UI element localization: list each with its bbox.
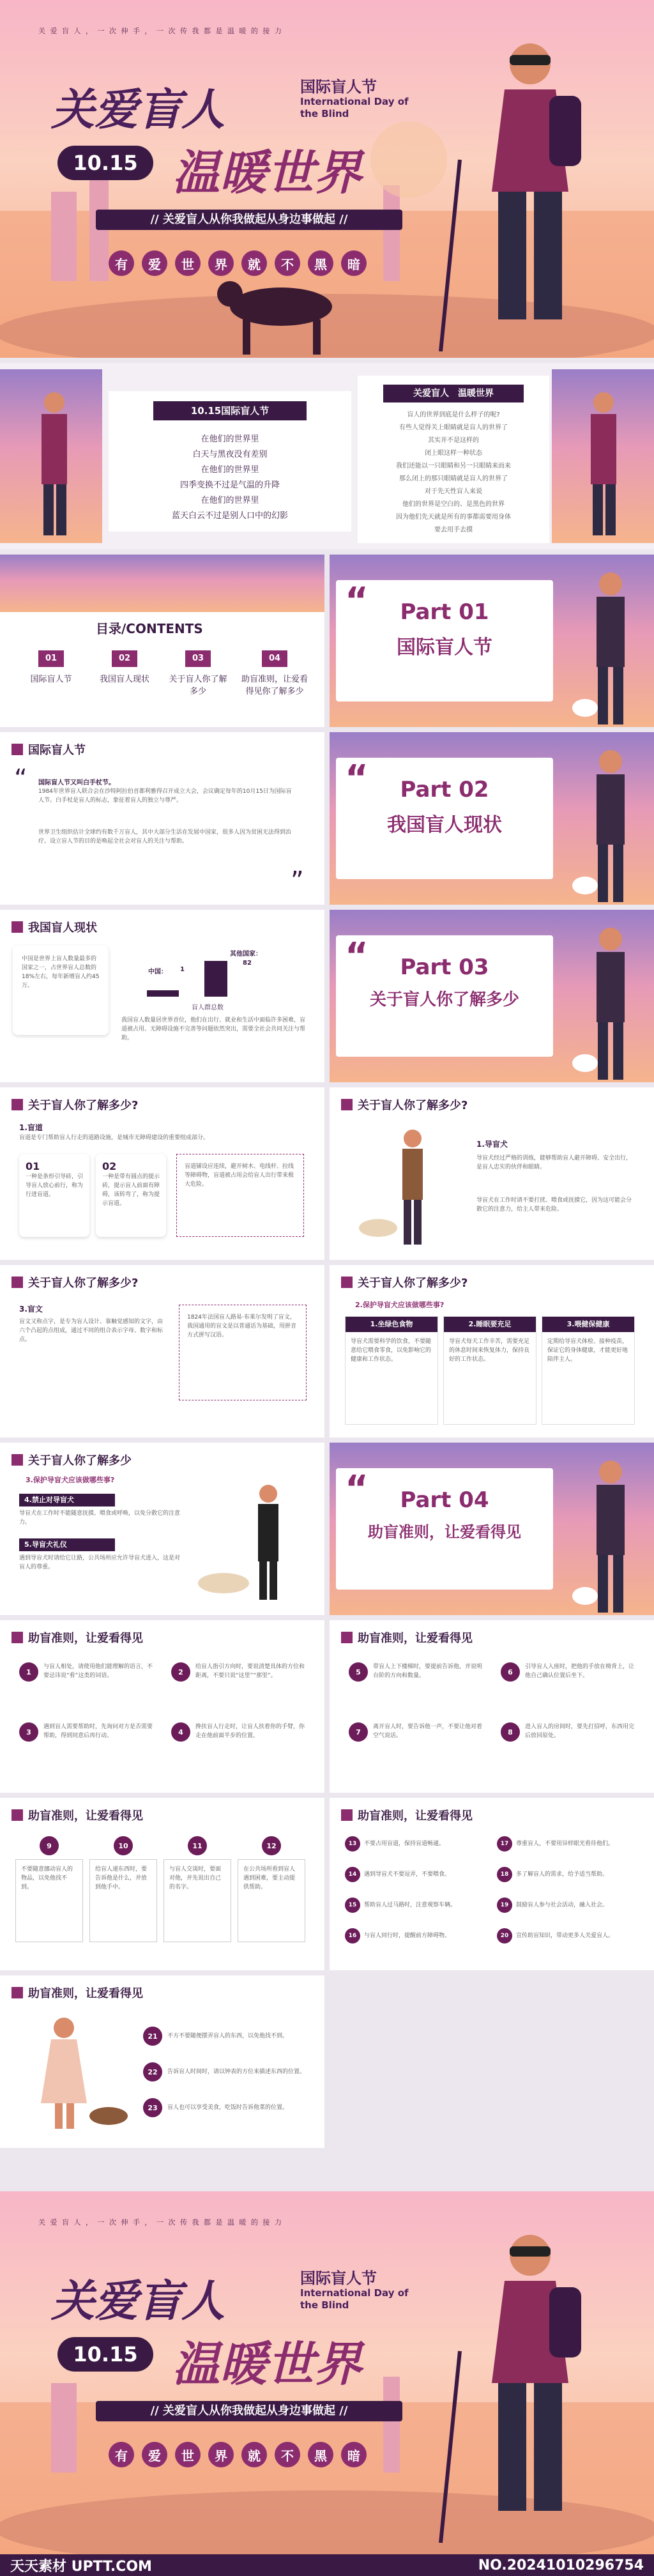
sec1-slide (0, 732, 324, 905)
item-num: 16 (345, 1928, 360, 1943)
item-text: 帮助盲人过马路时，注意观察车辆。 (364, 1902, 457, 1908)
part-01-title: 国际盲人节 (397, 636, 492, 659)
closing-char: 界 (208, 2442, 234, 2467)
sec2-title (11, 919, 97, 935)
part-01-panel (336, 580, 553, 702)
sec3b-body: 导盲犬经过严格的训练，能够帮助盲人避开障碍、安全出行，是盲人忠实的伙伴和眼睛。 (476, 1155, 632, 1170)
closing-festival-cn: 国际盲人节 (300, 2269, 377, 2287)
man-dog-illustration (355, 1126, 464, 1247)
guide-item (345, 1836, 485, 1851)
footer-site: 天天素材 UPTT.COM (10, 2558, 152, 2575)
guide-item (501, 1722, 635, 1742)
sec3e-slide (0, 1443, 324, 1615)
poem-right-line: 盲人的世界到底是什么样子的呢? (407, 411, 500, 418)
title-square-icon (11, 1632, 23, 1643)
sec3a-label: 1.盲道 (19, 1123, 43, 1132)
part-01-label: Part 01 (400, 599, 489, 625)
sec3a-intro: 盲道是专门帮助盲人行走的道路设施，是城市无障碍建设的重要组成部分。 (19, 1135, 209, 1141)
item-num: 23 (143, 2098, 162, 2117)
poem-right-line: 其实并不是这样的 (428, 437, 479, 444)
contents-label: 国际盲人节 (30, 675, 72, 684)
man-with-dog-icon (572, 567, 649, 727)
closing-festival-en: International Day of the Blind (300, 2287, 409, 2311)
item-num: 10 (114, 1836, 133, 1855)
sec3b-title (341, 1096, 468, 1113)
sec3b-slide (330, 1087, 654, 1260)
item-text: 鼓励盲人参与社会活动，融入社会。 (516, 1902, 609, 1908)
part-03-label: Part 03 (400, 954, 489, 980)
poem-right-line: 有些人觉得关上眼睛就是盲人的世界了 (399, 424, 508, 431)
guide-item (349, 1662, 483, 1682)
item-num: 2 (171, 1662, 190, 1682)
sec4a-slide (0, 1620, 324, 1793)
cover-slogan-text: 关爱盲人从你我做起从身边事做起 (163, 213, 335, 226)
part-03-panel (336, 935, 553, 1057)
sec3c-body: 盲文又称点字，是专为盲人设计、靠触觉感知的文字，由六个凸起的点组成，通过不同的组合表示字母、数字和标点。 (19, 1319, 164, 1343)
sec3d-question: 2.保护导盲犬应该做哪些事? (355, 1301, 445, 1309)
closing-char: 爱 (142, 2442, 167, 2467)
sec2-slide (0, 910, 324, 1082)
card-head: 1.坐绿色食物 (346, 1317, 437, 1332)
item-text: 不要占用盲道，保持盲道畅通。 (364, 1841, 445, 1847)
guide-item (349, 1722, 483, 1742)
sec3b-label: 1.导盲犬 (476, 1140, 508, 1149)
guide-item (171, 1722, 305, 1742)
sec3e-title (11, 1452, 132, 1468)
poem-left-title: 10.15国际盲人节 (153, 401, 307, 420)
poem-line: 蓝天白云不过是别人口中的幻影 (171, 511, 288, 521)
closing-title-2: 温暖世界 (172, 2337, 361, 2392)
item-num: 12 (262, 1836, 281, 1855)
quote-close-icon: ” (291, 866, 304, 896)
closing-date: 10.15 (57, 2337, 153, 2372)
guide-item (19, 1722, 153, 1742)
guide-item (497, 1867, 637, 1882)
festival-cn: 国际盲人节 (300, 78, 377, 96)
footer-number: NO.20241010296754 (478, 2557, 644, 2573)
guide-item (497, 1928, 637, 1943)
guide-item (501, 1662, 635, 1682)
title-square-icon (11, 1099, 23, 1110)
sec3e-t2: 遇到导盲犬时请给它让路，公共场所应允许导盲犬进入，这是对盲人的尊重。 (19, 1555, 181, 1570)
sec3d-card (443, 1316, 536, 1425)
closing-char-row (109, 2442, 367, 2467)
item-num: 02 (102, 1160, 117, 1172)
sec3c-slide (0, 1265, 324, 1438)
item-text: 遇到导盲犬不要逗弄，不要喂食。 (364, 1871, 451, 1878)
sec3b-body2: 导盲犬在工作时请不要打扰、喂食或抚摸它，因为这可能会分散它的注意力，给主人带来危险。 (476, 1197, 632, 1213)
item-text: 不方不要随便摆弄盲人的东西，以免他找不到。 (167, 2033, 289, 2039)
contents-item[interactable] (93, 650, 156, 684)
title-square-icon (11, 1809, 23, 1821)
sec1-title (11, 741, 86, 758)
sec3a-title (11, 1096, 138, 1113)
item-text: 宣传助盲知识，带动更多人关爱盲人。 (516, 1933, 614, 1939)
title-square-icon (11, 1454, 23, 1466)
title-square-icon (11, 744, 23, 755)
item-num: 3 (19, 1722, 38, 1742)
sec4a-title (11, 1629, 143, 1646)
item-num: 01 (26, 1160, 40, 1172)
quote-open-icon: “ (14, 764, 27, 793)
cover-char: 世 (175, 250, 201, 276)
sec3d-card (345, 1316, 438, 1425)
poem-right-line: 那么闭上的那只眼睛就是盲人的世界了 (399, 475, 508, 482)
item-text: 搀扶盲人行走时，让盲人扶着你的手臂，你走在他前面半步的位置。 (195, 1724, 305, 1739)
sec1-lead: 国际盲人节又叫白手杖节。 (38, 779, 115, 786)
title-square-icon (341, 1632, 353, 1643)
guide-item (497, 1836, 637, 1851)
cover-date: 10.15 (57, 146, 153, 180)
part-01-slide (330, 555, 654, 727)
guide-item (497, 1897, 637, 1913)
contents-item[interactable] (166, 650, 230, 696)
sec4b-slide (330, 1620, 654, 1793)
contents-label: 关于盲人你了解多少 (169, 675, 227, 696)
part-04-title: 助盲准则，让爱看得见 (368, 1523, 521, 1541)
cover-char: 有 (109, 250, 134, 276)
contents-label: 助盲准则，让爱看得见你了解多少 (241, 675, 308, 696)
poem-right-line: 闭上眼这样一种状态 (425, 450, 482, 457)
cover-char: 黑 (308, 250, 333, 276)
item-text: 在公共场所看到盲人遇到困难，要主动提供帮助。 (238, 1859, 305, 1942)
cover-title-1: 关爱盲人 (51, 85, 225, 135)
guide-item (143, 2062, 309, 2082)
contents-slide (0, 555, 324, 727)
sec1-title-text: 国际盲人节 (28, 744, 86, 757)
cover-slide (0, 0, 654, 358)
item-text: 与盲人交谈时，要面对他，并先说出自己的名字。 (164, 1859, 231, 1942)
sec3c-title-text: 关于盲人你了解多少? (28, 1276, 139, 1290)
sec3a-box: 盲道铺设应连续，避开树木、电线杆、拉线等障碍物，盲道被占用会给盲人出行带来极大危险。 (176, 1154, 304, 1237)
cover-char: 就 (241, 250, 267, 276)
closing-title-1: 关爱盲人 (51, 2276, 225, 2327)
closing-char: 就 (241, 2442, 267, 2467)
poem-right-line: 要去用手去摸 (434, 526, 473, 533)
closing-char: 暗 (341, 2442, 367, 2467)
sec2-card: 中国是世界上盲人数量最多的国家之一，占世界盲人总数的18%左右，每年新增盲人约45万。 (13, 946, 109, 1035)
stat-cn-label: 中国： (148, 969, 167, 976)
sec3d-slide (330, 1265, 654, 1438)
closing-tagline: 关 爱 盲 人 ， 一 次 伸 手 ， 一 次 传 我 都 是 温 暖 的 接 力 (38, 2218, 283, 2227)
card-body: 导盲犬每天工作辛苦，需要充足的休息时间来恢复体力，保持良好的工作状态。 (449, 1338, 530, 1363)
item-num: 7 (349, 1722, 368, 1742)
stat-caption: 盲人群总数 (192, 1004, 224, 1011)
guide-item (143, 2098, 309, 2117)
festival-en: International Day of the Blind (300, 96, 409, 119)
card-body: 定期给导盲犬体检、接种疫苗，保证它的身体健康，才能更好地陪伴主人。 (547, 1338, 628, 1363)
poem-right-line: 因为他们先天就是所有的事都需要用身体 (396, 514, 511, 521)
part-04-panel (336, 1468, 553, 1590)
poem-line: 在他们的世界里 (201, 496, 259, 505)
sec3e-title-text: 关于盲人你了解多少 (28, 1454, 132, 1468)
sec1-body: 1984年世界盲人联合会在沙特阿拉伯首都利雅得召开成立大会，会议确定每年的10月15日为国际盲人节。白手杖是盲人的标志，象征着盲人的独立与尊严。 (38, 788, 292, 804)
guide-item (171, 1662, 305, 1682)
sec4e-title-text: 助盲准则，让爱看得见 (28, 1987, 143, 2000)
poem-left-panel (109, 391, 351, 532)
card-body: 导盲犬需要科学的饮食，不要随意给它喂食零食，以免影响它的健康和工作状态。 (351, 1338, 432, 1363)
poem-right-line: 他们的世界是空白的、是黑色的世界 (402, 501, 505, 508)
quote-icon: “ (345, 1468, 369, 1510)
sec3a-slide (0, 1087, 324, 1260)
item-text: 一种是带有圆点的提示砖，提示盲人前面有障碍，该转弯了，称为提示盲道。 (102, 1174, 160, 1207)
item-num: 8 (501, 1722, 520, 1742)
sec4d-title-text: 助盲准则，让爱看得见 (358, 1809, 473, 1823)
sec3c-box: 1824年法国盲人路易·布莱尔发明了盲文，我国通用的盲文是以普通话为基础，用拼音方式拼写汉语。 (179, 1305, 307, 1400)
guide-item (345, 1867, 485, 1882)
closing-slogan-text: 关爱盲人从你我做起从身边事做起 (163, 2404, 335, 2418)
item-text: 多了解盲人的需求，给予适当帮助。 (516, 1871, 609, 1878)
woman-dog-illustration (26, 2014, 134, 2135)
part-03-slide (330, 910, 654, 1082)
man-with-dog-icon (572, 923, 649, 1082)
cover-tagline: 关 爱 盲 人 ， 一 次 伸 手 ， 一 次 传 我 都 是 温 暖 的 接 力 (38, 27, 283, 35)
title-square-icon (11, 921, 23, 933)
man-dog-illustration (192, 1481, 307, 1609)
blind-man-illustration (434, 2223, 626, 2549)
part-03-title: 关于盲人你了解多少 (369, 990, 519, 1009)
man-icon-left (26, 388, 83, 542)
cover-slogan: // 关爱盲人从你我做起从身边事做起 // (96, 210, 402, 230)
sec2-body: 我国盲人数量居世界首位，他们在出行、就业和生活中面临许多困难，盲道被占用、无障碍设施不完善等问题依然突出，需要全社会共同关注与帮助。 (121, 1017, 306, 1041)
item-text: 尊重盲人，不要用异样眼光看待他们。 (516, 1841, 614, 1847)
poem-slide (0, 363, 654, 549)
item-num: 22 (143, 2062, 162, 2082)
item-text: 给盲人指引方向时，要说清楚具体的方位和距离，不要只说“这里”“那里”。 (195, 1664, 305, 1679)
closing-char: 不 (275, 2442, 300, 2467)
poem-line: 四季变换不过是气温的升降 (179, 480, 280, 490)
item-text: 带盲人上下楼梯时，要提前告诉他，并说明台阶的方向和数量。 (373, 1664, 483, 1679)
card-head: 3.喂健保健康 (542, 1317, 634, 1332)
contents-num: 01 (38, 650, 64, 667)
blind-man-illustration (434, 32, 626, 358)
item-text: 一种是条形引导砖，引导盲人放心前行，称为行进盲道。 (26, 1174, 84, 1198)
poem-line: 在他们的世界里 (201, 465, 259, 475)
sec1-body2: 世界卫生组织估计全球约有数千万盲人，其中大部分生活在发展中国家，很多人因为贫困无法得到治疗。设立盲人节的目的是唤起全社会对盲人的关注与帮助。 (38, 829, 292, 845)
sec4e-slide (0, 1975, 324, 2148)
closing-char: 世 (175, 2442, 201, 2467)
part-02-title: 我国盲人现状 (387, 814, 502, 836)
part-02-label: Part 02 (400, 777, 489, 802)
contents-num: 04 (262, 650, 287, 667)
item-text: 遇到盲人需要帮助时，先询问对方是否需要帮助，得到同意后再行动。 (43, 1724, 153, 1739)
guide-item (345, 1897, 485, 1913)
poem-right-panel (358, 376, 549, 543)
item-text: 告诉盲人时间时，请以钟表的方位来描述东西的位置。 (167, 2069, 306, 2075)
sec2-title-text: 我国盲人现状 (28, 921, 97, 935)
closing-slogan: // 关爱盲人从你我做起从身边事做起 // (96, 2401, 402, 2421)
sec3e-t1: 导盲犬在工作时不能随意抚摸、喂食或呼唤，以免分散它的注意力。 (19, 1510, 181, 1526)
title-square-icon (11, 1987, 23, 1998)
part-02-panel (336, 758, 553, 879)
item-num: 19 (497, 1897, 512, 1913)
man-with-dog-icon (572, 1455, 649, 1615)
item-num: 5 (349, 1662, 368, 1682)
cover-char: 不 (275, 250, 300, 276)
item-text: 给盲人递东西时，要告诉他是什么，并放到他手中。 (89, 1859, 157, 1942)
sec3e-h1: 4.禁止对导盲犬 (19, 1494, 115, 1506)
title-square-icon (341, 1809, 353, 1821)
sec3d-title (341, 1274, 468, 1291)
card-head: 2.睡眠要充足 (444, 1317, 536, 1332)
closing-char: 有 (109, 2442, 134, 2467)
sec3e-question: 3.保护导盲犬应该做哪些事? (26, 1476, 115, 1484)
contents-item[interactable] (19, 650, 83, 684)
item-num: 14 (345, 1867, 360, 1882)
contents-num: 02 (112, 650, 137, 667)
guide-col (89, 1836, 157, 1942)
poem-right-line: 我们还能以一只眼睛和另一只眼睛来而来 (396, 463, 511, 470)
sec4b-title (341, 1629, 473, 1646)
man-with-dog-icon (572, 745, 649, 905)
title-square-icon (341, 1276, 353, 1288)
sec3c-title (11, 1274, 138, 1291)
part-04-label: Part 04 (400, 1487, 489, 1513)
sec4d-title (341, 1807, 473, 1823)
quote-icon: “ (345, 935, 369, 977)
sec3d-title-text: 关于盲人你了解多少? (358, 1276, 468, 1290)
item-text: 与盲人同行时，提醒前方障碍物。 (364, 1933, 451, 1939)
poem-right-line: 对于先天性盲人来说 (425, 488, 482, 495)
stat-cn-num: 1 (180, 966, 185, 973)
title-square-icon (341, 1099, 353, 1110)
guide-col (15, 1836, 83, 1942)
part-02-slide (330, 732, 654, 905)
watermark-footer (0, 2554, 654, 2576)
item-text: 与盲人相处，请使用他们能理解的语言，不要忌讳说“看”这类的词语。 (43, 1664, 153, 1679)
part-04-slide (330, 1443, 654, 1615)
stat-other-num: 82 (243, 960, 252, 967)
sec4c-title (11, 1807, 143, 1823)
sec4b-title-text: 助盲准则，让爱看得见 (358, 1632, 473, 1645)
poem-line: 在他们的世界里 (201, 434, 259, 444)
contents-num: 03 (185, 650, 211, 667)
item-num: 20 (497, 1928, 512, 1943)
sec4c-title-text: 助盲准则，让爱看得见 (28, 1809, 143, 1823)
item-num: 15 (345, 1897, 360, 1913)
cover-title-2: 温暖世界 (172, 146, 361, 201)
stat-other-label: 其他国家： (230, 951, 262, 958)
cover-char: 界 (208, 250, 234, 276)
contents-item[interactable] (240, 650, 310, 696)
contents-title: 目录/CONTENTS (96, 621, 203, 636)
item-num: 9 (40, 1836, 59, 1855)
sec4c-slide (0, 1798, 324, 1970)
item-text: 盲人也可以享受美食，吃饭时告诉他菜的位置。 (167, 2104, 289, 2111)
sec3a-title-text: 关于盲人你了解多少? (28, 1099, 139, 1112)
poem-line: 白天与黑夜没有差别 (192, 450, 268, 459)
item-num: 17 (497, 1836, 512, 1851)
man-icon-right (575, 388, 632, 542)
quote-icon: “ (345, 758, 369, 799)
item-text: 离开盲人时，要告诉他一声，不要让他对着空气说话。 (373, 1724, 483, 1739)
item-num: 18 (497, 1867, 512, 1882)
sec3a-item-2 (96, 1154, 166, 1237)
sec4d-slide (330, 1798, 654, 1970)
item-text: 不要随意挪动盲人的物品，以免他找不到。 (15, 1859, 83, 1942)
sec4a-title-text: 助盲准则，让爱看得见 (28, 1632, 143, 1645)
contents-top-strip (0, 555, 324, 612)
cover-char: 爱 (142, 250, 167, 276)
sec4e-title (11, 1984, 143, 2001)
item-text: 进入盲人的房间时，要先打招呼，东西用完后放回原处。 (525, 1724, 635, 1739)
title-square-icon (11, 1276, 23, 1288)
guide-item (19, 1662, 153, 1682)
guide-col (164, 1836, 231, 1942)
item-num: 13 (345, 1836, 360, 1851)
guide-item (143, 2027, 309, 2046)
item-num: 1 (19, 1662, 38, 1682)
guide-dog-illustration (204, 268, 358, 358)
item-num: 4 (171, 1722, 190, 1742)
poem-right-title: 关爱盲人 温暖世界 (383, 385, 524, 402)
sec3d-card (542, 1316, 635, 1425)
sec3a-item-1 (19, 1154, 89, 1237)
item-num: 21 (143, 2027, 162, 2046)
contents-label: 我国盲人现状 (99, 675, 149, 684)
guide-item (345, 1928, 485, 1943)
closing-slide (0, 2191, 654, 2554)
guide-col (238, 1836, 305, 1942)
closing-char: 黑 (308, 2442, 333, 2467)
item-num: 11 (188, 1836, 207, 1855)
sec3e-h2: 5.导盲犬礼仪 (19, 1538, 115, 1551)
quote-icon: “ (345, 580, 369, 622)
sec3b-title-text: 关于盲人你了解多少? (358, 1099, 468, 1112)
item-num: 6 (501, 1662, 520, 1682)
item-text: 引导盲人入座时，把他的手放在椅背上，让他自己确认位置后坐下。 (525, 1664, 635, 1679)
sec3c-label: 3.盲文 (19, 1305, 43, 1314)
cover-char: 暗 (341, 250, 367, 276)
